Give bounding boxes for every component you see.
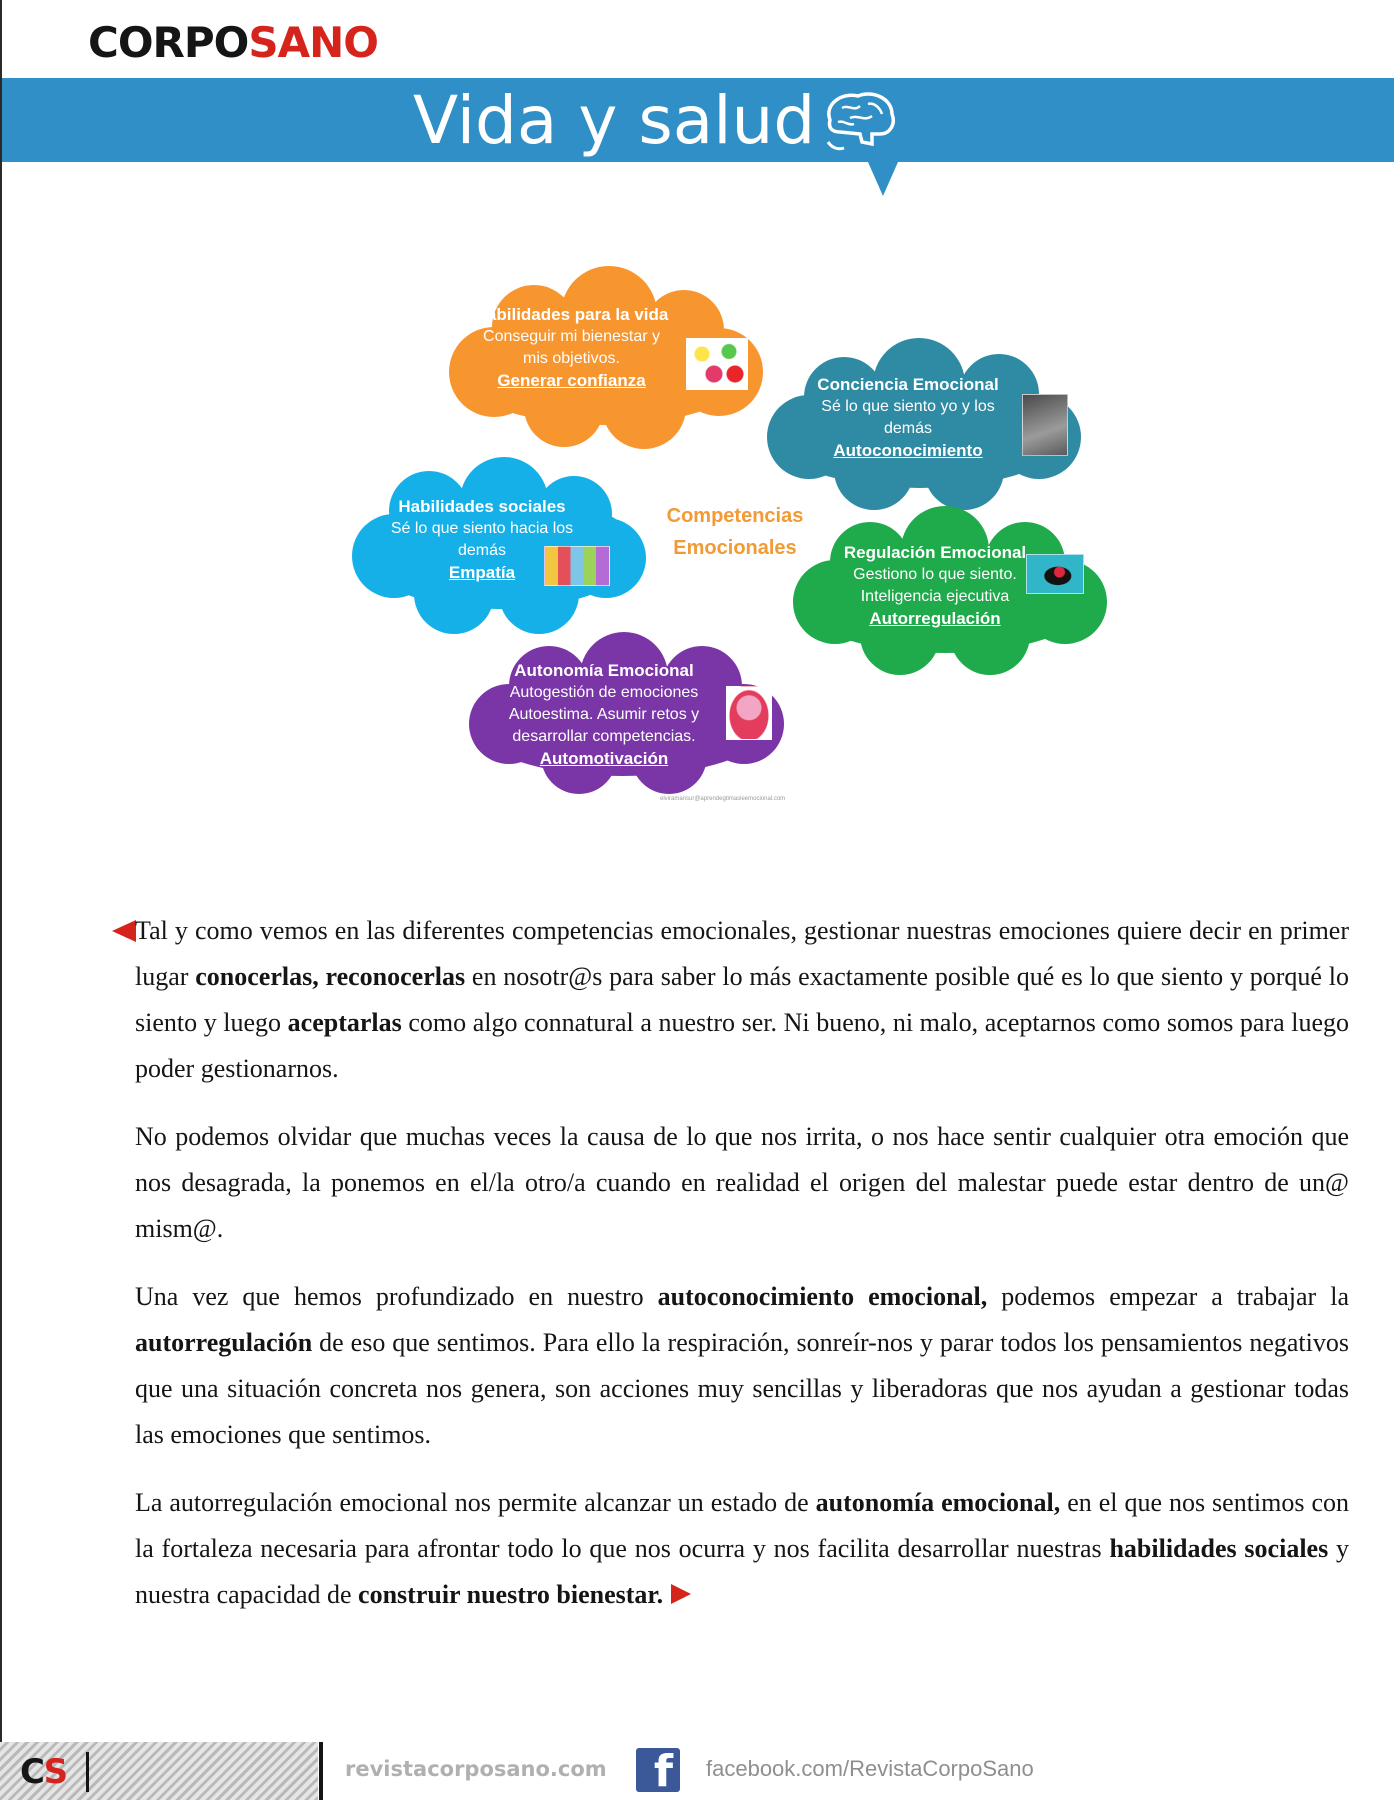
- body-text: La autorregulación emocional nos permite alcanzar un estado de: [135, 1488, 816, 1517]
- cloud-keyword: Automotivación: [539, 749, 669, 768]
- footer-divider: [86, 1752, 89, 1792]
- cloud-title: Habilidades sociales: [398, 497, 566, 516]
- cs-logo-s: S: [43, 1752, 67, 1792]
- emphasis-text: autonomía emocional,: [815, 1488, 1061, 1517]
- body-text: en nosotr@s para saber lo más exactamente posible qué es lo que siento y porqué lo siento y luego: [135, 962, 1350, 1037]
- emotional-competencies-diagram: [330, 260, 1110, 820]
- facebook-icon[interactable]: [636, 1746, 680, 1797]
- cloud-title: Conciencia Emocional: [817, 375, 999, 394]
- emphasis-text: aceptarlas: [287, 1008, 402, 1037]
- article-paragraph-4: [135, 1480, 1349, 1618]
- footer-website-link[interactable]: revistacorposano.com: [345, 1757, 607, 1781]
- emphasis-text: conocerlas, reconocerlas: [195, 962, 466, 991]
- article-end-marker: [671, 1584, 691, 1604]
- emphasis-text: construir nuestro bienestar.: [358, 1580, 664, 1609]
- brain-icon: [820, 90, 898, 152]
- article-paragraph-1: [135, 908, 1349, 1092]
- cloud-conciencia-emocional: [754, 342, 1086, 514]
- body-text: en el que nos sentimos con la fortaleza necesaria para afrontar todo lo que nos ocurra y nos facilita desarrollar nuestras: [135, 1488, 1349, 1563]
- body-text: No podemos olvidar que muchas veces la causa de lo que nos irrita, o nos hace sentir cualquier otra emoción que nos desagrada, la ponemos en el/la otro/a cuando en realidad el origen del malestar puede estar dentro de un@ mism@.: [135, 1122, 1349, 1243]
- face-portrait-image: [1022, 394, 1068, 456]
- footer-facebook-link[interactable]: facebook.com/RevistaCorpoSano: [706, 1756, 1034, 1781]
- article-paragraph-2: [135, 1114, 1349, 1252]
- emphasis-text: autoconocimiento emocional,: [657, 1282, 988, 1311]
- section-title: Vida y salud: [413, 82, 816, 159]
- cs-logo: [20, 1752, 66, 1792]
- corposano-logo: [88, 18, 378, 68]
- cloud-keyword: Autoconocimiento: [833, 441, 983, 460]
- cloud-desc-line: Sé lo que siento hacia los: [390, 520, 574, 537]
- logo-part-sano: SANO: [248, 18, 378, 67]
- article-start-marker: [112, 920, 136, 942]
- page-footer: [0, 1740, 1394, 1800]
- cloud-habilidades-sociales: [344, 456, 654, 636]
- cloud-desc-line: mis objetivos.: [523, 350, 620, 367]
- article-body: [135, 908, 1349, 1640]
- emphasis-text: autorregulación: [135, 1328, 313, 1357]
- cloud-desc-line: Autoestima. Asumir retos y: [508, 706, 700, 723]
- body-text: y nuestra capacidad de: [135, 1534, 1349, 1609]
- article-paragraph-3: [135, 1274, 1349, 1458]
- center-label-line1: Competencias: [666, 505, 804, 527]
- cloud-desc-line: Sé lo que siento yo y los: [821, 398, 995, 415]
- cloud-title: Regulación Emocional: [843, 543, 1027, 562]
- head-heart-image: [1026, 554, 1084, 594]
- footer-divider: [319, 1742, 323, 1800]
- cs-logo-c: C: [20, 1752, 44, 1792]
- body-text: podemos empezar a trabajar la: [987, 1282, 1349, 1311]
- cloud-keyword: Generar confianza: [497, 371, 646, 390]
- colorful-people-image: [544, 546, 610, 586]
- center-label-line2: Emocionales: [673, 537, 797, 559]
- head-gears-image: [726, 686, 772, 740]
- cloud-keyword: Autorregulación: [869, 609, 1001, 628]
- smiley-faces-image: [686, 338, 748, 390]
- cloud-habilidades-vida: [434, 272, 774, 452]
- cloud-desc-line: demás: [883, 420, 933, 437]
- cloud-desc-line: Inteligencia ejecutiva: [860, 588, 1010, 605]
- cloud-desc-line: Gestiono lo que siento.: [853, 566, 1017, 583]
- emphasis-text: habilidades sociales: [1109, 1534, 1329, 1563]
- facebook-icon-glyph: f: [653, 1746, 673, 1797]
- body-text: Tal y como vemos en las diferentes competencias emocionales, gestionar nuestras emociones quiere decir en primer lugar: [135, 916, 1349, 991]
- body-text: de eso que sentimos. Para ello la respiración, sonreír-nos y parar todos los pensamientos negativos que una situación concreta nos genera, son acciones muy sencillas y liberadoras que nos ayudan a gestionar todas las emociones que sentimos.: [135, 1328, 1349, 1449]
- cloud-title: Autonomía Emocional: [514, 661, 694, 680]
- body-text: Una vez que hemos profundizado en nuestro: [135, 1282, 658, 1311]
- cloud-title: Habilidades para la vida: [474, 305, 669, 324]
- logo-part-corpo: CORPO: [88, 18, 249, 67]
- cloud-desc-line: Autogestión de emociones: [509, 684, 699, 701]
- cloud-desc-line: demás: [457, 542, 507, 559]
- banner-notch: [868, 162, 898, 196]
- cloud-desc-line: Conseguir mi bienestar y: [483, 328, 660, 345]
- diagram-credit: elviramansur@aprendegtimasleemocional.com: [660, 796, 786, 802]
- cloud-desc-line: desarrollar competencias.: [512, 728, 696, 745]
- cloud-regulacion-emocional: [780, 510, 1110, 678]
- body-text: como algo connatural a nuestro ser. Ni bueno, ni malo, aceptarnos como somos para luego poder gestionarnos.: [135, 1008, 1349, 1083]
- cloud-keyword: Empatía: [448, 563, 516, 582]
- cloud-autonomia-emocional: [454, 636, 790, 796]
- page-left-rule: [0, 0, 2, 1800]
